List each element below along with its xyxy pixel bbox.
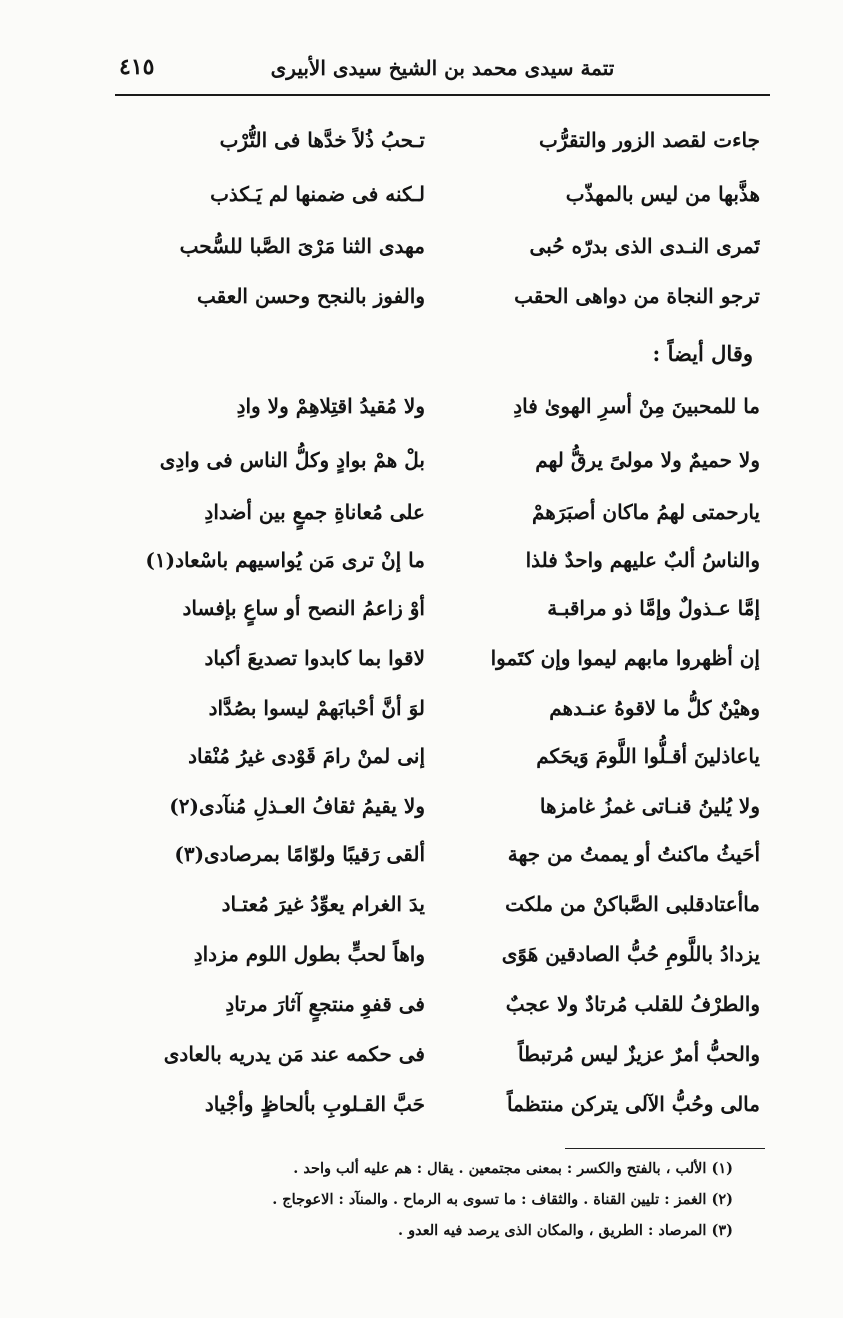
second-hemistich: بلْ همْ بوادٍ وكلُّ الناس فى وادِى <box>159 448 425 472</box>
second-hemistich: ما إنْ ترى مَن يُواسيهم باسْعاد(١) <box>145 548 425 572</box>
second-hemistich: مهدى الثنا مَرْىَ الصَّبا للسُّحب <box>179 234 425 258</box>
verse-line <box>130 384 760 428</box>
second-hemistich: على مُعاناةِ جمعٍ بين أضدادِ <box>204 500 425 524</box>
first-hemistich: يارحمتى لهمُ ماكان أصبَرَهمْ <box>531 500 760 524</box>
first-hemistich: والطرْفُ للقلب مُرتادٌ ولا عجبٌ <box>505 992 760 1016</box>
verse-line <box>130 686 760 730</box>
first-hemistich: إمَّا عـذولٌ وإمَّا ذو مراقبـة <box>547 596 760 620</box>
second-hemistich: ولا يقيمُ ثقافُ العـذلِ مُنآدى(٢) <box>169 794 425 818</box>
footnote: (٣) المرصاد : الطريق ، والمكان الذى يرصد فيه العدو . <box>398 1222 733 1239</box>
verse-line <box>130 490 760 534</box>
first-hemistich: إن أظهروا مابهم ليموا وإن كتَموا <box>490 646 760 670</box>
verse-line <box>130 1082 760 1126</box>
first-hemistich: والحبُّ أمرٌ عزيزٌ ليس مُرتبطاً <box>517 1042 760 1066</box>
footnote: (٢) الغمز : تليين القناة . والثقاف : ما تسوى به الرماح . والمنآد : الاعوجاج . <box>272 1191 733 1208</box>
footnotes <box>113 1153 733 1246</box>
second-hemistich: لاقوا بما كابدوا تصديعَ أكباد <box>204 646 425 670</box>
first-hemistich: أحَيثُ ماكنتُ أو يممتُ من جهة <box>507 842 760 866</box>
second-hemistich: حَبَّ القـلوبِ بألحاظٍ وأجْياد <box>204 1092 425 1116</box>
first-hemistich: ولا يُلينُ قنـاتى غمزُ غامزها <box>539 794 760 818</box>
second-hemistich: أوْ زاعمُ النصح أو ساعٍ بإفساد <box>182 596 425 620</box>
verse-line <box>130 438 760 482</box>
verse-line <box>130 932 760 976</box>
page-number: ٤١٥ <box>119 54 155 80</box>
second-hemistich: لـكنه فى ضمنها لم يَـكذب <box>210 182 425 206</box>
first-hemistich: ماأعتادقلبى الصَّباكنْ من ملكت <box>505 892 760 916</box>
verse-line <box>130 224 760 268</box>
second-hemistich: إنى لمنْ رامَ قَوْدى غيرُ مُنْقاد <box>188 744 425 768</box>
verse-line <box>130 734 760 778</box>
verse-line <box>130 274 760 318</box>
footnote-divider <box>565 1148 765 1149</box>
verse-line <box>130 118 760 162</box>
footnote: (١) الألب ، بالفتح والكسر : بمعنى مجتمعين . يقال : هم عليه ألب واحد . <box>293 1160 733 1177</box>
verse-line <box>130 784 760 828</box>
second-hemistich: فى قفوِ منتجعٍ آثارَ مرتادِ <box>225 992 425 1016</box>
second-hemistich: ألقى رَقيبًا ولوّامًا بمرصادى(٣) <box>174 842 425 866</box>
first-hemistich: جاءت لقصد الزور والتقرُّب <box>539 128 760 152</box>
verse-line <box>130 636 760 680</box>
second-hemistich: واهاً لحبٍّ بطول اللوم مزدادِ <box>193 942 425 966</box>
first-hemistich: مالى وحُبُّ الآلى يتركن منتظماً <box>506 1092 760 1116</box>
second-hemistich: تـحبُ ذُلاً خدَّها فى التُّرْب <box>219 128 425 152</box>
verse-line <box>130 586 760 630</box>
second-hemistich: لوَ أنَّ أحْبابَهمْ ليسوا بصُدَّاد <box>208 696 425 720</box>
first-hemistich: هذَّبها من ليس بالمهذّب <box>565 182 760 206</box>
first-hemistich: ولا حميمٌ ولا مولىً يرقُّ لهم <box>535 448 760 472</box>
running-title: تتمة سيدى محمد بن الشيخ سيدى الأبيرى <box>270 56 615 80</box>
verse-line <box>130 882 760 926</box>
verse-line <box>130 172 760 216</box>
verse-line <box>130 538 760 582</box>
verse-line <box>130 1032 760 1076</box>
first-hemistich: يزدادُ باللَّومِ حُبُّ الصادقين هَوًى <box>501 942 760 966</box>
first-hemistich: والناسُ ألبٌ عليهم واحدٌ فلذا <box>525 548 760 572</box>
first-hemistich: ما للمحبينَ مِنْ أسرِ الهوىٰ فادِ <box>513 394 760 418</box>
page-header <box>115 48 770 96</box>
second-hemistich: ولا مُقيدُ اقتِلاهِمْ ولا وادِ <box>236 394 425 418</box>
verse-line <box>130 832 760 876</box>
verse-line <box>130 982 760 1026</box>
poem-intro: وقال أيضاً : <box>652 341 753 366</box>
first-hemistich: ياعاذلينَ أقـلُّوا اللَّومَ وَيحَكم <box>536 744 760 768</box>
first-hemistich: وهيْنٌ كلُّ ما لاقوهُ عنـدهم <box>549 696 760 720</box>
first-hemistich: تَمرى النـدى الذى بدرّه حُبى <box>529 234 760 258</box>
first-hemistich: ترجو النجاة من دواهى الحقب <box>514 284 760 308</box>
second-hemistich: والفوز بالنجح وحسن العقب <box>196 284 425 308</box>
second-hemistich: يدَ الغرام يعوِّدُ غيرَ مُعتـاد <box>221 892 425 916</box>
second-hemistich: فى حكمه عند مَن يدريه بالعادى <box>163 1042 425 1066</box>
